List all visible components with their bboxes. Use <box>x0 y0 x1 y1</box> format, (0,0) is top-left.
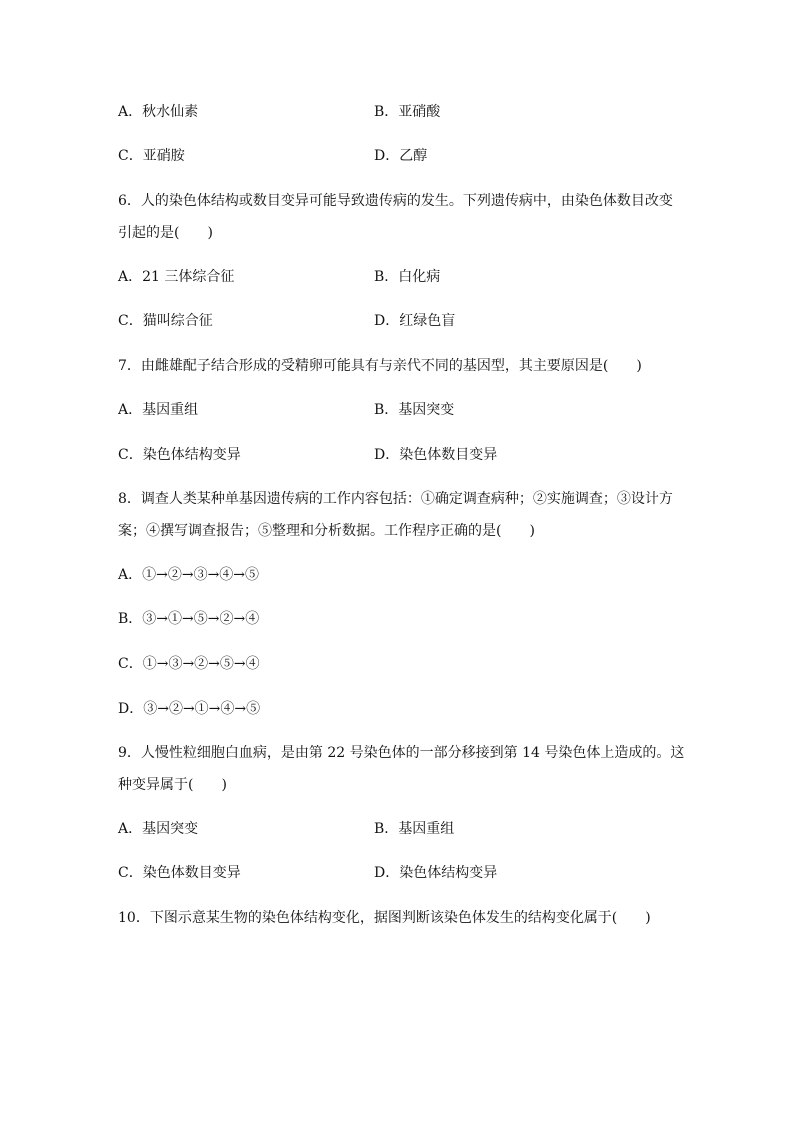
q9-option-c: C．染色体数目变异 <box>118 865 241 881</box>
q5-option-b: B．亚硝酸 <box>374 104 441 120</box>
q8-stem-line2: 案；④撰写调查报告；⑤整理和分析数据。工作程序正确的是( ) <box>118 523 535 539</box>
q7-option-c: C．染色体结构变异 <box>118 447 241 463</box>
q7-option-a: A．基因重组 <box>118 402 199 418</box>
q9-option-b: B．基因重组 <box>374 821 455 837</box>
q6-stem-line2: 引起的是( ) <box>118 225 213 241</box>
q5-option-d: D．乙醇 <box>374 148 428 164</box>
q5-option-a: A．秋水仙素 <box>118 104 199 120</box>
q6-option-c: C．猫叫综合征 <box>118 313 213 329</box>
q9-option-d: D．染色体结构变异 <box>374 865 498 881</box>
q9-stem-line2: 种变异属于( ) <box>118 777 227 793</box>
q8-option-b: B．③→①→⑤→②→④ <box>118 611 260 627</box>
q8-option-a: A．①→②→③→④→⑤ <box>118 567 260 583</box>
q9-option-a: A．基因突变 <box>118 821 199 837</box>
q7-option-b: B．基因突变 <box>374 402 455 418</box>
q9-stem-line1: 9．人慢性粒细胞白血病，是由第 22 号染色体的一部分移接到第 14 号染色体上造成的。这 <box>118 745 685 761</box>
q7-stem: 7．由雌雄配子结合形成的受精卵可能具有与亲代不同的基因型，其主要原因是( ) <box>118 358 642 374</box>
q6-option-b: B．白化病 <box>374 269 441 285</box>
q8-option-c: C．①→③→②→⑤→④ <box>118 656 260 672</box>
q6-stem-line1: 6．人的染色体结构或数目变异可能导致遗传病的发生。下列遗传病中，由染色体数目改变 <box>118 193 673 209</box>
q10-stem: 10．下图示意某生物的染色体结构变化，据图判断该染色体发生的结构变化属于( ) <box>118 910 651 926</box>
q6-option-a: A．21 三体综合征 <box>118 269 235 285</box>
q5-option-c: C．亚硝胺 <box>118 148 185 164</box>
q8-option-d: D．③→②→①→④→⑤ <box>118 701 261 717</box>
q8-stem-line1: 8．调查人类某种单基因遗传病的工作内容包括：①确定调查病种；②实施调查；③设计方 <box>118 491 673 507</box>
q7-option-d: D．染色体数目变异 <box>374 447 498 463</box>
q6-option-d: D．红绿色盲 <box>374 313 456 329</box>
